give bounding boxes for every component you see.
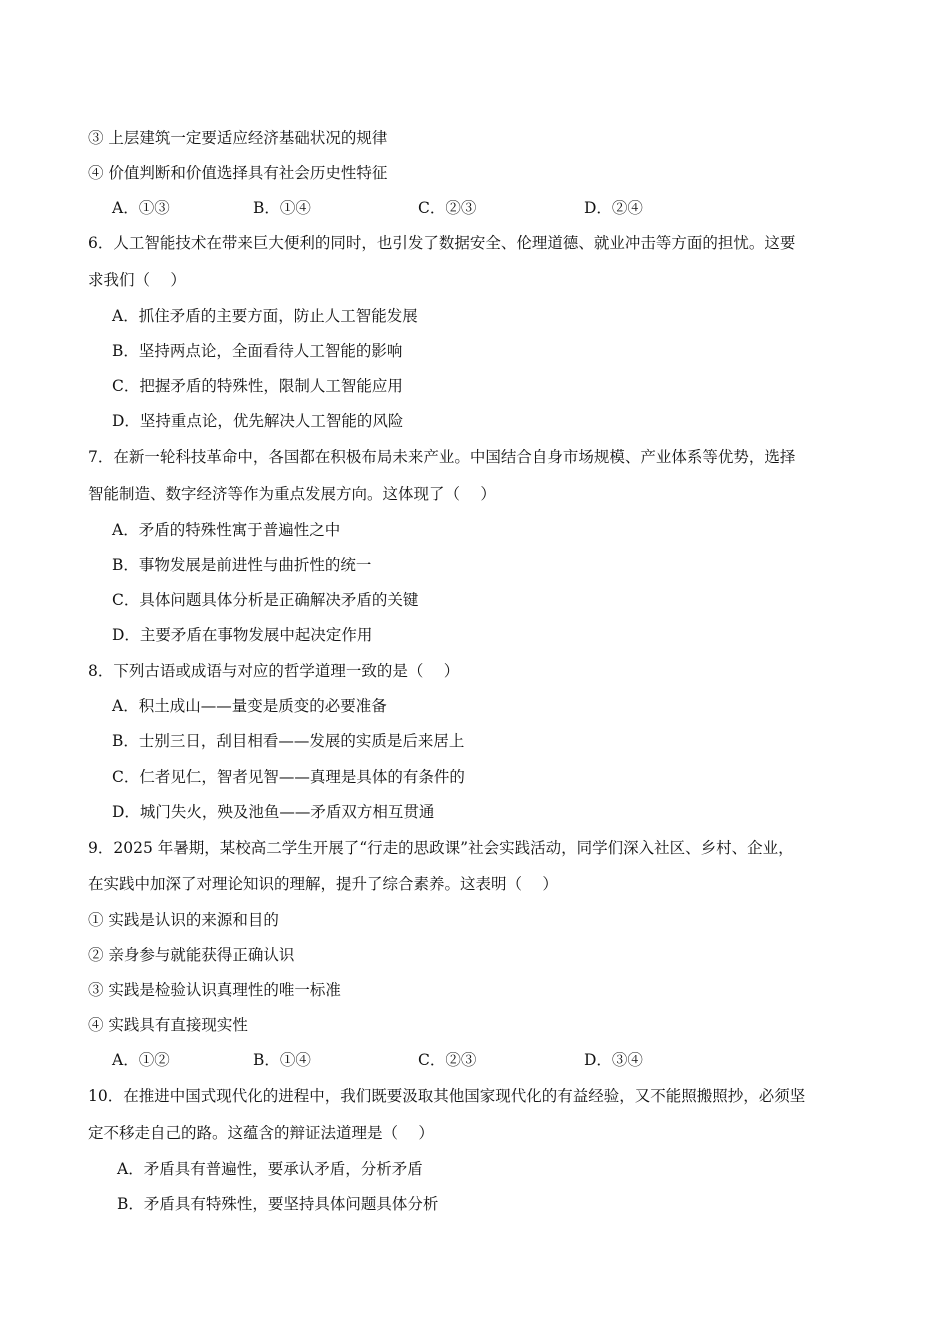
q6-stem-line-2: 求我们（ ） [88,271,186,289]
q10-stem-line-1: 10．在推进中国式现代化的进程中，我们既要汲取其他国家现代化的有益经验，又不能照搬照抄，必须坚 [88,1087,806,1105]
q9-item-2: ② 亲身参与就能获得正确认识 [88,946,295,964]
q6-option-a[interactable]: A．抓住矛盾的主要方面，防止人工智能发展 [112,307,418,325]
q9-item-1: ① 实践是认识的来源和目的 [88,911,279,929]
q8-option-c[interactable]: C．仁者见仁，智者见智——真理是具体的有条件的 [112,768,465,786]
q8-option-a[interactable]: A．积土成山——量变是质变的必要准备 [112,697,387,715]
q10-option-b[interactable]: B．矛盾具有特殊性，要坚持具体问题具体分析 [117,1195,439,1213]
q5-option-a[interactable]: A．①③ [112,199,170,217]
q7-stem-line-1: 7．在新一轮科技革命中，各国都在积极布局未来产业。中国结合自身市场规模、产业体系等优势，选择 [88,448,796,466]
q7-option-b[interactable]: B．事物发展是前进性与曲折性的统一 [112,556,372,574]
q8-stem-line-1: 8．下列古语或成语与对应的哲学道理一致的是（ ） [88,662,460,680]
q5-option-c[interactable]: C．②③ [418,199,477,217]
q5-item-3: ③ 上层建筑一定要适应经济基础状况的规律 [88,129,388,147]
q10-option-a[interactable]: A．矛盾具有普遍性，要承认矛盾，分析矛盾 [117,1160,423,1178]
q9-option-c[interactable]: C．②③ [418,1051,477,1069]
q9-item-4: ④ 实践具有直接现实性 [88,1016,248,1034]
q8-option-d[interactable]: D．城门失火，殃及池鱼——矛盾双方相互贯通 [112,803,435,821]
q6-option-b[interactable]: B．坚持两点论，全面看待人工智能的影响 [112,342,403,360]
q9-stem-line-2: 在实践中加深了对理论知识的理解，提升了综合素养。这表明（ ） [88,875,558,893]
q7-option-d[interactable]: D．主要矛盾在事物发展中起决定作用 [112,626,373,644]
q7-option-c[interactable]: C．具体问题具体分析是正确解决矛盾的关键 [112,591,419,609]
q6-option-d[interactable]: D．坚持重点论，优先解决人工智能的风险 [112,412,404,430]
q9-option-a[interactable]: A．①② [112,1051,170,1069]
q7-option-a[interactable]: A．矛盾的特殊性寓于普遍性之中 [112,521,341,539]
q5-item-4: ④ 价值判断和价值选择具有社会历史性特征 [88,164,388,182]
q9-stem-line-1: 9．2025 年暑期，某校高二学生开展了“行走的思政课”社会实践活动，同学们深入社区、乡村、企业， [88,839,794,857]
q10-stem-line-2: 定不移走自己的路。这蕴含的辩证法道理是（ ） [88,1124,434,1142]
q5-option-b[interactable]: B．①④ [253,199,311,217]
q7-stem-line-2: 智能制造、数字经济等作为重点发展方向。这体现了（ ） [88,485,496,503]
q6-option-c[interactable]: C．把握矛盾的特殊性，限制人工智能应用 [112,377,403,395]
q8-option-b[interactable]: B．士别三日，刮目相看——发展的实质是后来居上 [112,732,465,750]
q9-option-d[interactable]: D．③④ [584,1051,643,1069]
q6-stem-line-1: 6．人工智能技术在带来巨大便利的同时，也引发了数据安全、伦理道德、就业冲击等方面的担忧。这要 [88,234,796,252]
q5-option-d[interactable]: D．②④ [584,199,643,217]
q9-item-3: ③ 实践是检验认识真理性的唯一标准 [88,981,341,999]
q9-option-b[interactable]: B．①④ [253,1051,311,1069]
